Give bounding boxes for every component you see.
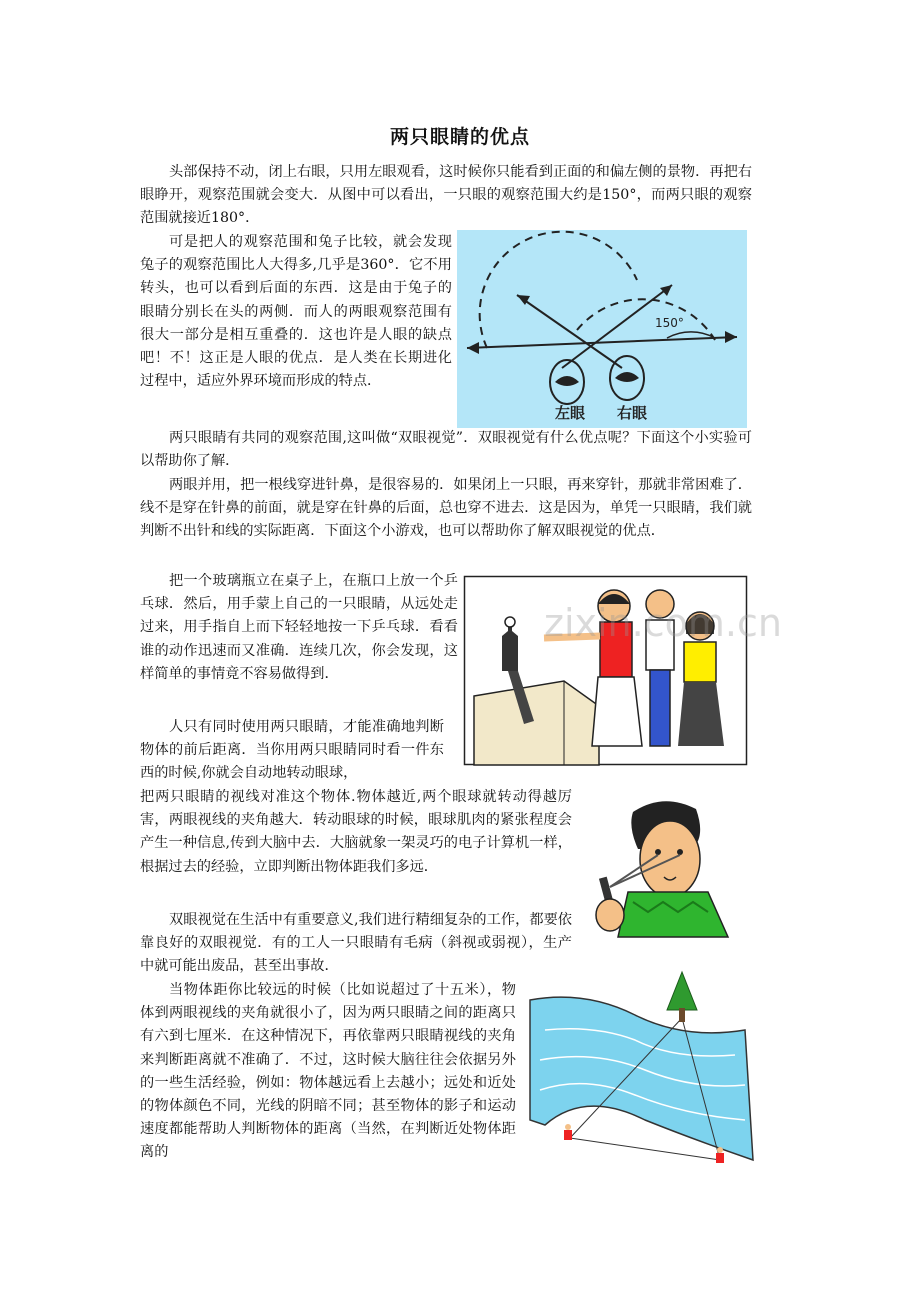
paragraph-4: 两眼并用，把一根线穿进针鼻，是很容易的．如果闭上一只眼，再来穿针，那就非常困难了．线不是穿在针鼻的前面，就是穿在针鼻的后面，总也穿不进去．这是因为，单凭一只眼睛，我们就判断不出针和线的实际距离．下面这个小游戏，也可以帮助你了解双眼视觉的优点． [140,477,752,540]
table [474,681,599,765]
person-2-head [717,1147,723,1153]
paragraph-6b: 把两只眼睛的视线对准这个物体.物体越近,两个眼球就转动得越厉害，两眼视线的夹角越大．转动眼球的时候，眼球肌肉的紧张程度会产生一种信息,传到大脑中去．大脑就象一架灵巧的电子计算机一样，根据过去的经验，立即判断出物体距我们多远． [140,789,572,875]
left-eye-label: 左眼 [555,404,586,422]
person-2-body [716,1153,724,1163]
threading-needle-illustration [588,797,744,937]
boy-skirt [592,677,642,746]
girl-yellow-shirt [684,642,716,682]
boy-left-eye [655,849,661,855]
person-1-body [564,1130,572,1140]
paragraph-1: 头部保持不动，闭上右眼，只用左眼观看，这时候你只能看到正面的和偏左侧的景物．再把右眼睁开，观察范围就会变大．从图中可以看出，一只眼的观察范围大约是150°，而两只眼的观察范围就接近180°． [140,164,752,227]
paragraph-2: 可是把人的观察范围和兔子比较，就会发现兔子的观察范围比人大得多,几乎是360°．它不用转头，也可以看到后面的东西．这是由于兔子的眼睛分别长在头的两侧．而人的两眼观察范围有很大一部分是相互重叠的．这也许是人眼的缺点吧！不！这正是人眼的优点．是人类在长期进化过程中，适应外界环境而形成的特点． [140,234,452,390]
ping-pong-ball [505,617,515,627]
paragraph-8: 当物体距你比较远的时候（比如说超过了十五米），物体到两眼视线的夹角就很小了，因为两只眼睛之间的距离只有六到七厘米．在这种情况下，再依靠两只眼睛视线的夹角来判断距离就不准确了．不过，这时候大脑往往会依据另外的一些生活经验，例如：物体越远看上去越小；远处和近处的物体颜色不同，光线的阴暗不同；甚至物体的影子和运动速度都能帮助人判断物体的距离（当然，在判断近处物体距离的 [140,982,516,1161]
diagram-background [457,230,747,428]
boy-right-eye [677,849,683,855]
paragraph-6a: 人只有同时使用两只眼睛，才能准确地判断物体的前后距离．当你用两只眼睛同时看一件东西的时候,你就会自动地转动眼球， [140,719,444,782]
angle-label: 150° [655,316,684,330]
watermark-text: zixin.com.cn [544,601,782,645]
paragraph-5: 把一个玻璃瓶立在桌子上，在瓶口上放一个乒乓球．然后，用手蒙上自己的一只眼睛，从远处走过来，用手指自上而下轻轻地按一下乒乓球．看看谁的动作迅速而又准确．连续几次，你会发现，这样简单的事情竟不容易做得到． [140,573,458,682]
river [530,997,753,1160]
paragraph-7: 双眼视觉在生活中有重要意义,我们进行精细复杂的工作，都要依靠良好的双眼视觉．有的工人一只眼睛有毛病（斜视或弱视），生产中就可能出废品，甚至出事故． [140,912,572,975]
tree [667,972,697,1010]
right-eye-label: 右眼 [617,404,648,422]
page-title: 两只眼睛的优点 [389,126,530,148]
ping-pong-game-illustration [464,576,782,765]
tree-trunk [679,1008,685,1022]
river-distance-illustration [525,970,755,1192]
boy-hand [596,899,624,931]
boy-green-sweater [618,892,728,937]
baseline [570,1138,720,1160]
paragraph-3: 两只眼睛有共同的观察范围,这叫做“双眼视觉”．双眼视觉有什么优点呢？下面这个小实验可以帮助你了解． [140,430,752,470]
field-of-view-diagram [457,230,747,428]
person-1-head [565,1124,571,1130]
girl-skirt [678,682,724,746]
middle-boy-pants [650,670,670,746]
